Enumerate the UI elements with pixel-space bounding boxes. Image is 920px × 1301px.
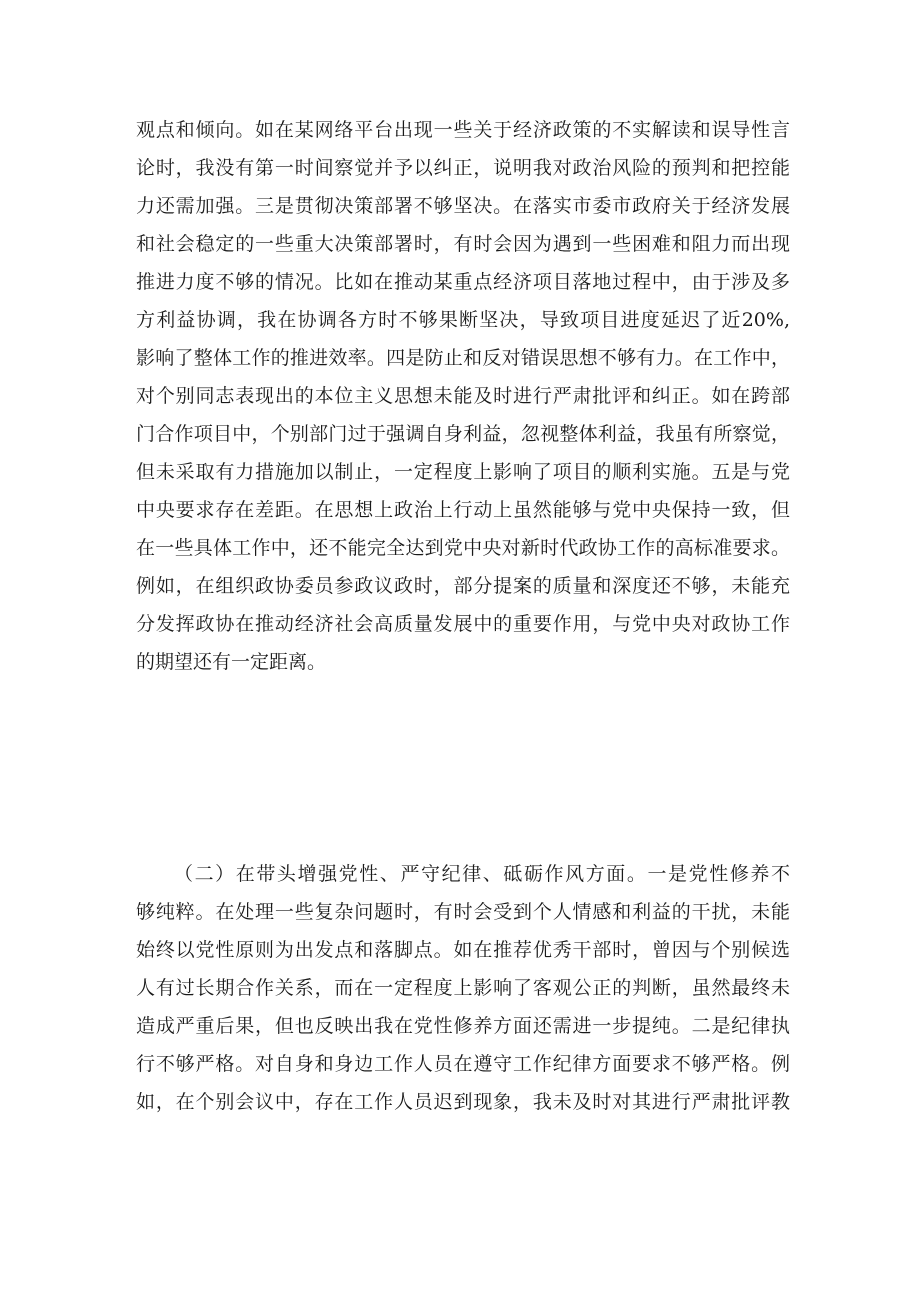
text-line: 推进力度不够的情况。比如在推动某重点经济项目落地过程中，由于涉及多 bbox=[136, 271, 790, 293]
text-line: （二）在带头增强党性、严守纪律、砥砺作风方面。一是党性修养不 bbox=[174, 863, 790, 885]
text-line: 始终以党性原则为出发点和落脚点。如在推荐优秀干部时，曾因与个别候选 bbox=[136, 939, 790, 961]
text-line: 门合作项目中，个别部门过于强调自身利益，忽视整体利益，我虽有所察觉， bbox=[136, 423, 790, 445]
text-line: 中央要求存在差距。在思想上政治上行动上虽然能够与党中央保持一致，但 bbox=[136, 499, 790, 521]
text-line: 例如，在组织政协委员参政议政时，部分提案的质量和深度还不够，未能充 bbox=[136, 575, 790, 597]
text-line: 但未采取有力措施加以制止，一定程度上影响了项目的顺利实施。五是与党 bbox=[136, 461, 790, 483]
text-line: 对个别同志表现出的本位主义思想未能及时进行严肃批评和纠正。如在跨部 bbox=[136, 385, 790, 407]
text-line: 的期望还有一定距离。 bbox=[136, 651, 327, 673]
text-line: 造成严重后果，但也反映出我在党性修养方面还需进一步提纯。二是纪律执 bbox=[136, 1015, 790, 1037]
paragraph-1 bbox=[136, 111, 790, 681]
text-line: 够纯粹。在处理一些复杂问题时，有时会受到个人情感和利益的干扰，未能 bbox=[136, 901, 790, 923]
text-line: 影响了整体工作的推进效率。四是防止和反对错误思想不够有力。在工作中， bbox=[136, 347, 790, 369]
text-line: 行不够严格。对自身和身边工作人员在遵守工作纪律方面要求不够严格。例 bbox=[136, 1053, 790, 1075]
text-line: 方利益协调，我在协调各方时不够果断坚决，导致项目进度延迟了近20%, bbox=[136, 309, 790, 331]
paragraph-2 bbox=[136, 855, 790, 1121]
text-line: 人有过长期合作关系，而在一定程度上影响了客观公正的判断，虽然最终未 bbox=[136, 977, 790, 999]
text-line: 分发挥政协在推动经济社会高质量发展中的重要作用，与党中央对政协工作 bbox=[136, 613, 790, 635]
text-line: 观点和倾向。如在某网络平台出现一些关于经济政策的不实解读和误导性言 bbox=[136, 119, 790, 141]
text-line: 力还需加强。三是贯彻决策部署不够坚决。在落实市委市政府关于经济发展 bbox=[136, 195, 790, 217]
text-line: 在一些具体工作中，还不能完全达到党中央对新时代政协工作的高标准要求。 bbox=[136, 537, 790, 559]
text-line: 和社会稳定的一些重大决策部署时，有时会因为遇到一些困难和阻力而出现 bbox=[136, 233, 790, 255]
text-line: 如，在个别会议中，存在工作人员迟到现象，我未及时对其进行严肃批评教 bbox=[136, 1091, 790, 1113]
text-line: 论时，我没有第一时间察觉并予以纠正，说明我对政治风险的预判和把控能 bbox=[136, 157, 790, 179]
